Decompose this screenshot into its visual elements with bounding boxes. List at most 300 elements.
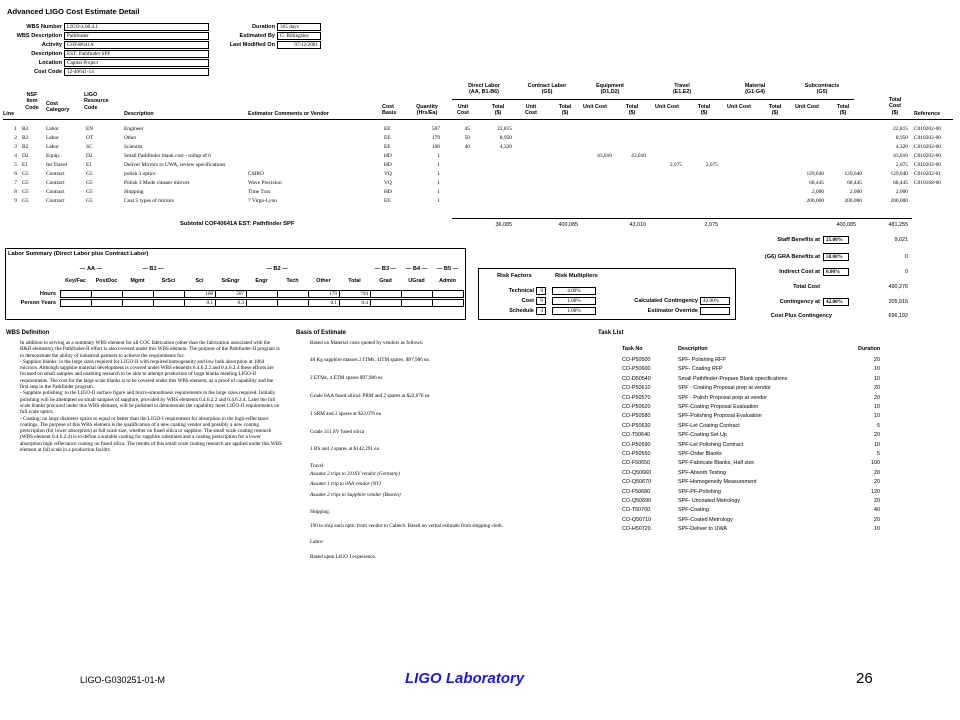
staff-benefits-pct: 25.00% <box>823 236 849 244</box>
risk-row-label: Cost <box>521 298 534 304</box>
line-item-qty: 1 <box>437 171 440 177</box>
col-dl-total-2: ($) <box>494 110 502 117</box>
col-sc-unit <box>792 104 822 110</box>
contract-labor-sub: (G5) <box>541 89 553 96</box>
contingency-label: Contingency at <box>779 299 820 305</box>
risk-factor-value: 8 <box>536 287 546 295</box>
indirect-value: 0 <box>905 269 908 275</box>
indirect-label: Indirect Cost at <box>779 269 820 275</box>
line-item-cat: Contract <box>46 171 65 177</box>
basis-estimate-line: 40 Kg sapphire masses 2 ITMs, 4ITM spares, $97,986 ea. <box>310 357 431 363</box>
labor-hours-cell <box>432 290 464 298</box>
line-item-ref: C010202-00 <box>914 153 941 159</box>
travel-title: Travel <box>674 83 690 89</box>
line-item-dl-total <box>474 197 512 205</box>
task-desc: SPF- Coating RFP <box>678 366 723 373</box>
line-item-sc-unit: 200,000 <box>806 198 824 204</box>
task-no-header: Task No <box>622 346 643 352</box>
line-item-qty: 1 <box>437 162 440 168</box>
task-dur: 20 <box>874 357 880 363</box>
task-dur: 10 <box>874 441 880 448</box>
line-item-qty: 1 <box>437 180 440 186</box>
line-item-eq-unit <box>580 134 612 142</box>
line-item-comment <box>248 143 378 151</box>
line-item-res: G5 <box>86 189 93 195</box>
task-desc: SPF-Coating Proposal Evaluation <box>678 404 759 410</box>
line-item-mt-unit <box>722 161 754 169</box>
line-item-total: 200,000 <box>890 198 908 204</box>
task-list-header <box>622 345 892 354</box>
line-item-dl-unit <box>450 161 470 169</box>
labor-persons-cell: 0.3 <box>215 299 247 307</box>
direct-labor-title: Direct Labor <box>468 83 500 89</box>
basis-estimate-line: Shipping: <box>310 509 331 515</box>
labor-col-header: Key/Fac <box>65 278 86 284</box>
override-label: Estimator Override <box>647 308 698 314</box>
col-nsf-2: Item <box>26 98 38 105</box>
col-comments: Estimator Comments or Vendor <box>248 111 329 117</box>
task-dur: 20 <box>874 385 880 392</box>
line-item-basis: EE <box>384 198 391 204</box>
risk-multiplier-value: 4.00% <box>552 287 596 295</box>
line-item-qty: 1 <box>437 153 440 159</box>
line-item-tr-total: 2,075 <box>705 162 718 168</box>
line-item-cl-total <box>544 179 578 187</box>
basis-estimate-line: Travel: <box>310 463 325 469</box>
line-item-sc-total <box>826 125 862 133</box>
line-item-dl-total: 8,950 <box>499 135 512 141</box>
labor-group-code: B3 <box>381 266 390 272</box>
line-item-ref: C010202-01 <box>914 171 941 177</box>
labor-col-header: Engr <box>255 278 268 284</box>
task-row <box>622 412 892 421</box>
line-item-sc-total <box>826 143 862 151</box>
col-qty-1: Quantity <box>416 104 438 110</box>
task-row <box>622 459 892 468</box>
line-item-mt-unit <box>722 170 754 178</box>
task-dur: 100 <box>871 460 880 467</box>
task-dur: 20 <box>874 516 880 523</box>
line-item-dl-total <box>474 152 512 160</box>
line-item-mt-total <box>756 197 788 205</box>
sheet-title: Advanced LIGO Cost Estimate Detail <box>7 7 140 16</box>
staff-benefits-label: Staff Benefits at <box>777 237 820 243</box>
labor-row-label: Person Years <box>20 300 56 306</box>
wbs-number-label: WBS Number <box>26 24 62 30</box>
subcontracts-sub: (G5) <box>816 89 828 96</box>
task-desc: SPF-Fabricate Blanks, Half size <box>678 460 755 467</box>
line-item-cat: Int Travel <box>46 162 68 168</box>
line-item-sc-total <box>826 161 862 169</box>
gra-benefits-pct: 58.00% <box>823 253 849 261</box>
travel-sub: (E1,E2) <box>672 89 692 96</box>
col-mt-total-2: ($) <box>771 110 779 117</box>
col-mt-unit-1: Unit Cost <box>727 104 751 110</box>
last-modified-label: Last Modified On <box>229 42 275 48</box>
line-item-desc: Shipping <box>124 189 144 195</box>
col-tr-total-1: Total <box>697 104 711 110</box>
labor-hours-cell: 179 <box>308 290 340 298</box>
task-dur: 5 <box>877 422 880 429</box>
task-row <box>622 478 892 487</box>
col-tr-total <box>690 104 718 117</box>
col-cl-total-1: Total <box>558 104 572 110</box>
task-no: CO-F50680 <box>622 488 651 495</box>
line-item-tr-unit <box>650 125 682 133</box>
line-item-cl-total <box>544 134 578 142</box>
labor-hours-cell <box>401 290 433 298</box>
line-item-basis: HD <box>384 162 392 168</box>
line-item-comment: 7 Virgo-Lyon <box>248 198 277 204</box>
labor-col-header: SrEngr <box>221 278 240 284</box>
contingency-pct: 42.00% <box>823 298 849 306</box>
line-item-eq-unit <box>580 161 612 169</box>
col-tr-unit <box>652 104 682 110</box>
labor-persons-cell <box>60 299 92 307</box>
col-sc-total-1: Total <box>836 104 850 110</box>
gra-benefits-value: 0 <box>905 254 908 260</box>
col-basis-1: Cost <box>382 104 394 110</box>
line-item-total: 2,075 <box>895 162 908 168</box>
basis-estimate-line: Assume 2 trips to Sapphire vendor (Boston) <box>310 492 401 498</box>
subtotal-cl: 400,085 <box>558 222 578 228</box>
wbs-definition-paragraph: - Sapphire blanks: in the large sizes required for LIGO-II with required homogeneity and low bulk absorption at 1064 microns. Although sapphire material development is covered under WBS elements 0.4.6.2.2 and 0.4.6.2.4 these efforts are focused on small samples and enabling research to be able to attempt production of large blanks meeting LIGO-II requirements. The cost for the large scale blanks is to be covered under this WBS element, as a proof of capability and the first step in the Pathfinder program. <box>20 358 274 391</box>
labor-hours-cell <box>91 290 123 298</box>
task-no: CO-P50500 <box>622 357 651 363</box>
labor-group-code: AA <box>86 266 96 272</box>
line-item-qty: 179 <box>431 135 440 141</box>
line-item-cat: Contract <box>46 198 65 204</box>
task-duration-header: Duration <box>858 346 881 352</box>
line-item-sc-unit: 129,640 <box>806 171 824 177</box>
line-item-tr-unit <box>650 152 682 160</box>
labor-group-label: — AA — <box>79 266 103 272</box>
task-desc: SPF-Coating <box>678 507 709 514</box>
line-item-eq-unit: 43,010 <box>597 153 612 159</box>
line-item-cl-unit <box>518 197 540 205</box>
risk-multiplier-value: 1.00% <box>552 307 596 315</box>
description-label: Description <box>31 51 62 57</box>
labor-col-header: PostDoc <box>95 278 118 284</box>
task-row <box>622 525 892 534</box>
line-item-desc: Other <box>124 135 137 141</box>
line-item-dl-unit <box>450 152 470 160</box>
risk-multiplier-value: 1.00% <box>552 297 596 305</box>
subtotal-tr: 2,075 <box>704 222 718 228</box>
col-qty <box>410 104 444 117</box>
labor-persons-cell <box>246 299 278 307</box>
line-item-tr-total <box>684 197 718 205</box>
location-label: Location <box>38 60 62 66</box>
labor-col-header: Sci <box>195 278 204 284</box>
basis-estimate-line: Assume 2 trips to 311SV vendor (Germany) <box>310 471 400 477</box>
task-row <box>622 431 892 440</box>
line-item-desc: polish 3 optics <box>124 171 156 177</box>
task-list-title: Task List <box>598 330 624 336</box>
col-qty-2: (Hrs/Ea) <box>416 110 438 117</box>
task-dur: 10 <box>874 526 880 533</box>
last-modified-value: 07/12/2001 <box>277 41 321 49</box>
line-item-mt-unit <box>722 179 754 187</box>
contract-labor-header <box>518 83 576 96</box>
labor-group-code: B2 <box>273 266 281 272</box>
task-row <box>622 497 892 506</box>
col-category-1: Cost <box>46 101 58 107</box>
line-item-ref: C010202-00 <box>914 126 941 132</box>
task-no: CO-P50630 <box>622 422 651 429</box>
col-dl-unit <box>452 104 474 117</box>
risk-factors-title: Risk Factors <box>497 273 532 279</box>
labor-group-label: — B2 — <box>266 266 288 272</box>
line-item-mt-total <box>756 143 788 151</box>
line-item-mt-total <box>756 170 788 178</box>
material-header <box>724 83 786 96</box>
labor-persons-cell <box>277 299 309 307</box>
col-total-cost-2: Cost <box>889 103 901 110</box>
line-item-ref <box>914 188 954 196</box>
line-item-total: 68,445 <box>893 180 908 186</box>
line-item-nsf: G5 <box>22 171 29 177</box>
line-item-nsf: G5 <box>22 180 29 186</box>
col-nsf-1: NSF <box>26 92 38 98</box>
line-item-mt-total <box>756 134 788 142</box>
basis-estimate-line: 190 to ship each optic from vendor to Caltech. Based on verbal estimate from shipping clerk. <box>310 523 504 529</box>
line-item-eq-unit <box>580 125 612 133</box>
col-reference: Reference <box>914 111 941 117</box>
line-item-dl-unit: 45 <box>464 126 470 132</box>
task-desc: SPF-Absorb Testing <box>678 469 726 476</box>
line-item-line: 5 <box>14 162 17 168</box>
labor-group-code: B1 <box>149 266 157 272</box>
line-item-tr-unit: 2,075 <box>669 162 682 168</box>
duration-label: Duration <box>252 24 275 30</box>
line-item-qty: 1 <box>437 189 440 195</box>
line-item-mt-unit <box>722 152 754 160</box>
task-dur: 10 <box>874 413 880 420</box>
col-dl-total-1: Total <box>491 104 505 110</box>
line-item-eq-total: 43,010 <box>631 153 646 159</box>
labor-persons-cell <box>401 299 433 307</box>
calc-contingency-value: 42.00% <box>700 297 730 305</box>
labor-hours-cell <box>246 290 278 298</box>
labor-persons-cell <box>370 299 402 307</box>
task-no: CO-Q50710 <box>622 516 652 523</box>
line-item-res: G5 <box>86 198 93 204</box>
col-dl-total <box>484 104 512 117</box>
cost-code-value: 12-40641-14 <box>64 68 209 76</box>
line-item-cat: Labor <box>46 135 59 141</box>
gra-benefits-label: (G6) GRA Benefits at <box>764 254 820 260</box>
line-item-cl-total <box>544 197 578 205</box>
line-item-sc-unit <box>790 125 824 133</box>
subtotal-total: 481,255 <box>888 222 908 228</box>
task-row <box>622 365 892 374</box>
indirect-pct: 0.00% <box>823 268 849 276</box>
line-item-ref: C010202-00 <box>914 135 941 141</box>
line-item-sc-unit: 2,000 <box>811 189 824 195</box>
line-item-total: 8,950 <box>895 135 908 141</box>
line-item-mt-total <box>756 125 788 133</box>
line-item-desc: Scientist <box>124 144 143 150</box>
task-no: CO-P50590 <box>622 441 651 448</box>
line-item-dl-unit <box>450 170 470 178</box>
labor-group-label: — B1 — <box>142 266 164 272</box>
task-desc: SPF-Order Blanks <box>678 451 722 457</box>
task-dur: 20 <box>874 469 880 476</box>
override-value <box>700 307 730 315</box>
task-desc: SPF - Polish Proposal prep at vendor <box>678 394 767 401</box>
line-item-basis: HD <box>384 153 392 159</box>
line-item-eq-total <box>612 161 646 169</box>
task-row <box>622 488 892 497</box>
line-item-desc: Polish 3 Mode cleaner mirrors <box>124 180 190 186</box>
basis-estimate-line: Labor: <box>310 539 324 545</box>
labor-col-header: SrSci <box>161 278 176 284</box>
line-item-sc-total: 68,445 <box>847 180 862 186</box>
line-item-basis: EE <box>384 144 391 150</box>
task-dur: 10 <box>874 375 880 382</box>
labor-group-label: — B3 — <box>374 266 397 272</box>
risk-factor-value: 6 <box>536 297 546 305</box>
line-item-total: 22,815 <box>893 126 908 132</box>
wbs-number-value: LIGO-4.06.4.1 <box>64 23 209 31</box>
line-item-cl-unit <box>518 143 540 151</box>
basis-estimate-title: Basis of Estimate <box>296 330 347 336</box>
line-item-mt-total <box>756 152 788 160</box>
task-no: CO-P50610 <box>622 385 651 392</box>
travel-header <box>652 83 712 96</box>
task-desc: SPF-PF-Polishing <box>678 488 721 495</box>
line-item-nsf: D2 <box>22 153 29 159</box>
line-item-dl-total <box>474 170 512 178</box>
task-no: CO-T50700 <box>622 507 651 514</box>
task-no: CO-Q50690 <box>622 498 652 504</box>
staff-benefits-value: 9,021 <box>894 237 908 243</box>
line-item-mt-unit <box>722 125 754 133</box>
line-item-sc-total <box>826 134 862 142</box>
line-item-res: EN <box>86 126 94 132</box>
contingency-value: 205,916 <box>888 299 908 305</box>
line-item-eq-unit <box>580 197 612 205</box>
labor-group-code: B5 <box>443 266 452 272</box>
labor-hours-cell <box>370 290 402 298</box>
line-item-cl-total <box>544 188 578 196</box>
line-item-eq-total <box>612 125 646 133</box>
cost-plus-value: 696,192 <box>888 313 908 319</box>
col-mt-total-1: Total <box>768 104 782 110</box>
labor-group-label: — B5 — <box>436 266 459 272</box>
wbs-definition-paragraph: In addition to serving as a summary WBS element for all COC fabrication (other than the fabrication associated with the R&D elements), the Pathfinder-II effort is also covered under this WBS element. The purpose of the Pathfinder-II program is to demonstrate the ability of industrial partners to achieve the requirements for: <box>20 340 280 359</box>
task-no: CO-P50550 <box>622 451 651 457</box>
line-item-cl-total <box>544 125 578 133</box>
line-item-line: 9 <box>14 198 17 204</box>
col-total-cost-1: Total <box>888 97 902 103</box>
subtotal-dl: 36,085 <box>495 222 512 228</box>
line-item-eq-unit <box>580 179 612 187</box>
line-item-qty: 507 <box>431 126 440 132</box>
calc-contingency-label: Calculated Contingency <box>634 298 698 304</box>
wbs-definition-title: WBS Definition <box>6 330 50 336</box>
line-item-basis: EE <box>384 126 391 132</box>
risk-row-label: Technical <box>508 288 534 294</box>
labor-persons-cell: 0.1 <box>308 299 340 307</box>
cost-plus-label: Cost Plus Contingency <box>770 313 832 319</box>
line-item-sc-unit <box>790 152 824 160</box>
col-eq-unit <box>580 104 610 110</box>
task-row <box>622 506 892 515</box>
line-item-total: 129,640 <box>890 171 908 177</box>
line-item-tr-total <box>684 125 718 133</box>
col-nsf-3: Code <box>25 104 39 111</box>
line-item-sc-unit: 68,445 <box>809 180 824 186</box>
total-cost-value: 490,276 <box>888 284 908 290</box>
activity-label: Activity <box>41 42 62 48</box>
labor-summary-box <box>5 248 466 320</box>
line-item-basis: VQ <box>384 180 392 186</box>
line-item-tr-total <box>684 179 718 187</box>
wbs-description-label: WBS Description <box>16 33 62 39</box>
line-item-sc-total: 129,640 <box>844 171 862 177</box>
task-no: CO-P50570 <box>622 394 651 401</box>
location-value: Capital Project <box>64 59 209 67</box>
line-item-eq-unit <box>580 170 612 178</box>
task-row <box>622 403 892 412</box>
task-dur: 10 <box>874 404 880 410</box>
col-cl-unit-1: Unit <box>525 104 537 110</box>
line-item-qty: 1 <box>437 198 440 204</box>
line-item-qty: 108 <box>431 144 440 150</box>
line-item-line: 4 <box>14 153 17 159</box>
line-item-mt-unit <box>722 143 754 151</box>
subtotal-eq: 43,010 <box>629 222 646 228</box>
line-item-tr-unit <box>650 134 682 142</box>
task-row <box>622 422 892 431</box>
subtotal-label: Subtotal COF40641A EST: Pathfinder SPF <box>180 221 295 227</box>
line-item-dl-total: 4,320 <box>499 144 512 150</box>
line-item-dl-unit: 50 <box>464 135 470 141</box>
basis-estimate-line: Assume 1 trip to 0AA vendor (NY) <box>310 481 381 487</box>
line-item-tr-total <box>684 170 718 178</box>
labor-col-header: Total <box>348 278 361 284</box>
risk-multipliers-title: Risk Multipliers <box>555 273 598 279</box>
col-ligo-3: Code <box>84 104 98 111</box>
task-row <box>622 394 892 403</box>
line-item-basis: VQ <box>384 171 392 177</box>
task-desc: SPF- Uncoated Metrology <box>678 498 741 504</box>
task-row <box>622 450 892 459</box>
line-item-dl-total <box>474 188 512 196</box>
labor-summary-title: Labor Summary (Direct Labor plus Contract Labor) <box>8 251 149 257</box>
line-item-mt-unit <box>722 197 754 205</box>
line-item-tr-unit <box>650 188 682 196</box>
line-item-tr-total <box>684 134 718 142</box>
col-sc-unit-1: Unit Cost <box>795 104 819 110</box>
line-item-cat: Labor <box>46 144 59 150</box>
col-total-cost <box>880 97 910 116</box>
col-dl-unit-1: Unit <box>457 104 469 110</box>
line-item-comment: Time Trax <box>248 189 271 195</box>
wbs-definition-paragraph: - Coating: on large diameter optics to equal or better than the LIGO-I requirement for absorption in the high-reflectance coatings. The purpose of this WBS element is the qualification of a new coating vendor and possibly a new coating prescription (for lower absorption) at full scale size, whether on fused silica or sapphire. The small scale coating research (WBS element 0.4.6.2.4) is to define a suitable coating for sapphire substrates and a coating prescription for a lower absorption high reflectance coating on fused silica. The results of this small scale coating research are applied under this WBS element at full scale in a production facility. <box>20 415 282 454</box>
task-desc: SPF-Let Polishing Contract <box>678 441 744 448</box>
wbs-description-value: Pathfinder <box>64 32 209 40</box>
line-item-mt-unit <box>722 134 754 142</box>
line-item-sc-unit <box>790 134 824 142</box>
col-tr-unit-1: Unit Cost <box>655 104 679 110</box>
col-dl-unit-2: Cost <box>457 110 469 117</box>
col-mt-unit <box>724 104 754 110</box>
equipment-title: Equipment <box>596 83 624 89</box>
line-item-cat: Contract <box>46 189 65 195</box>
